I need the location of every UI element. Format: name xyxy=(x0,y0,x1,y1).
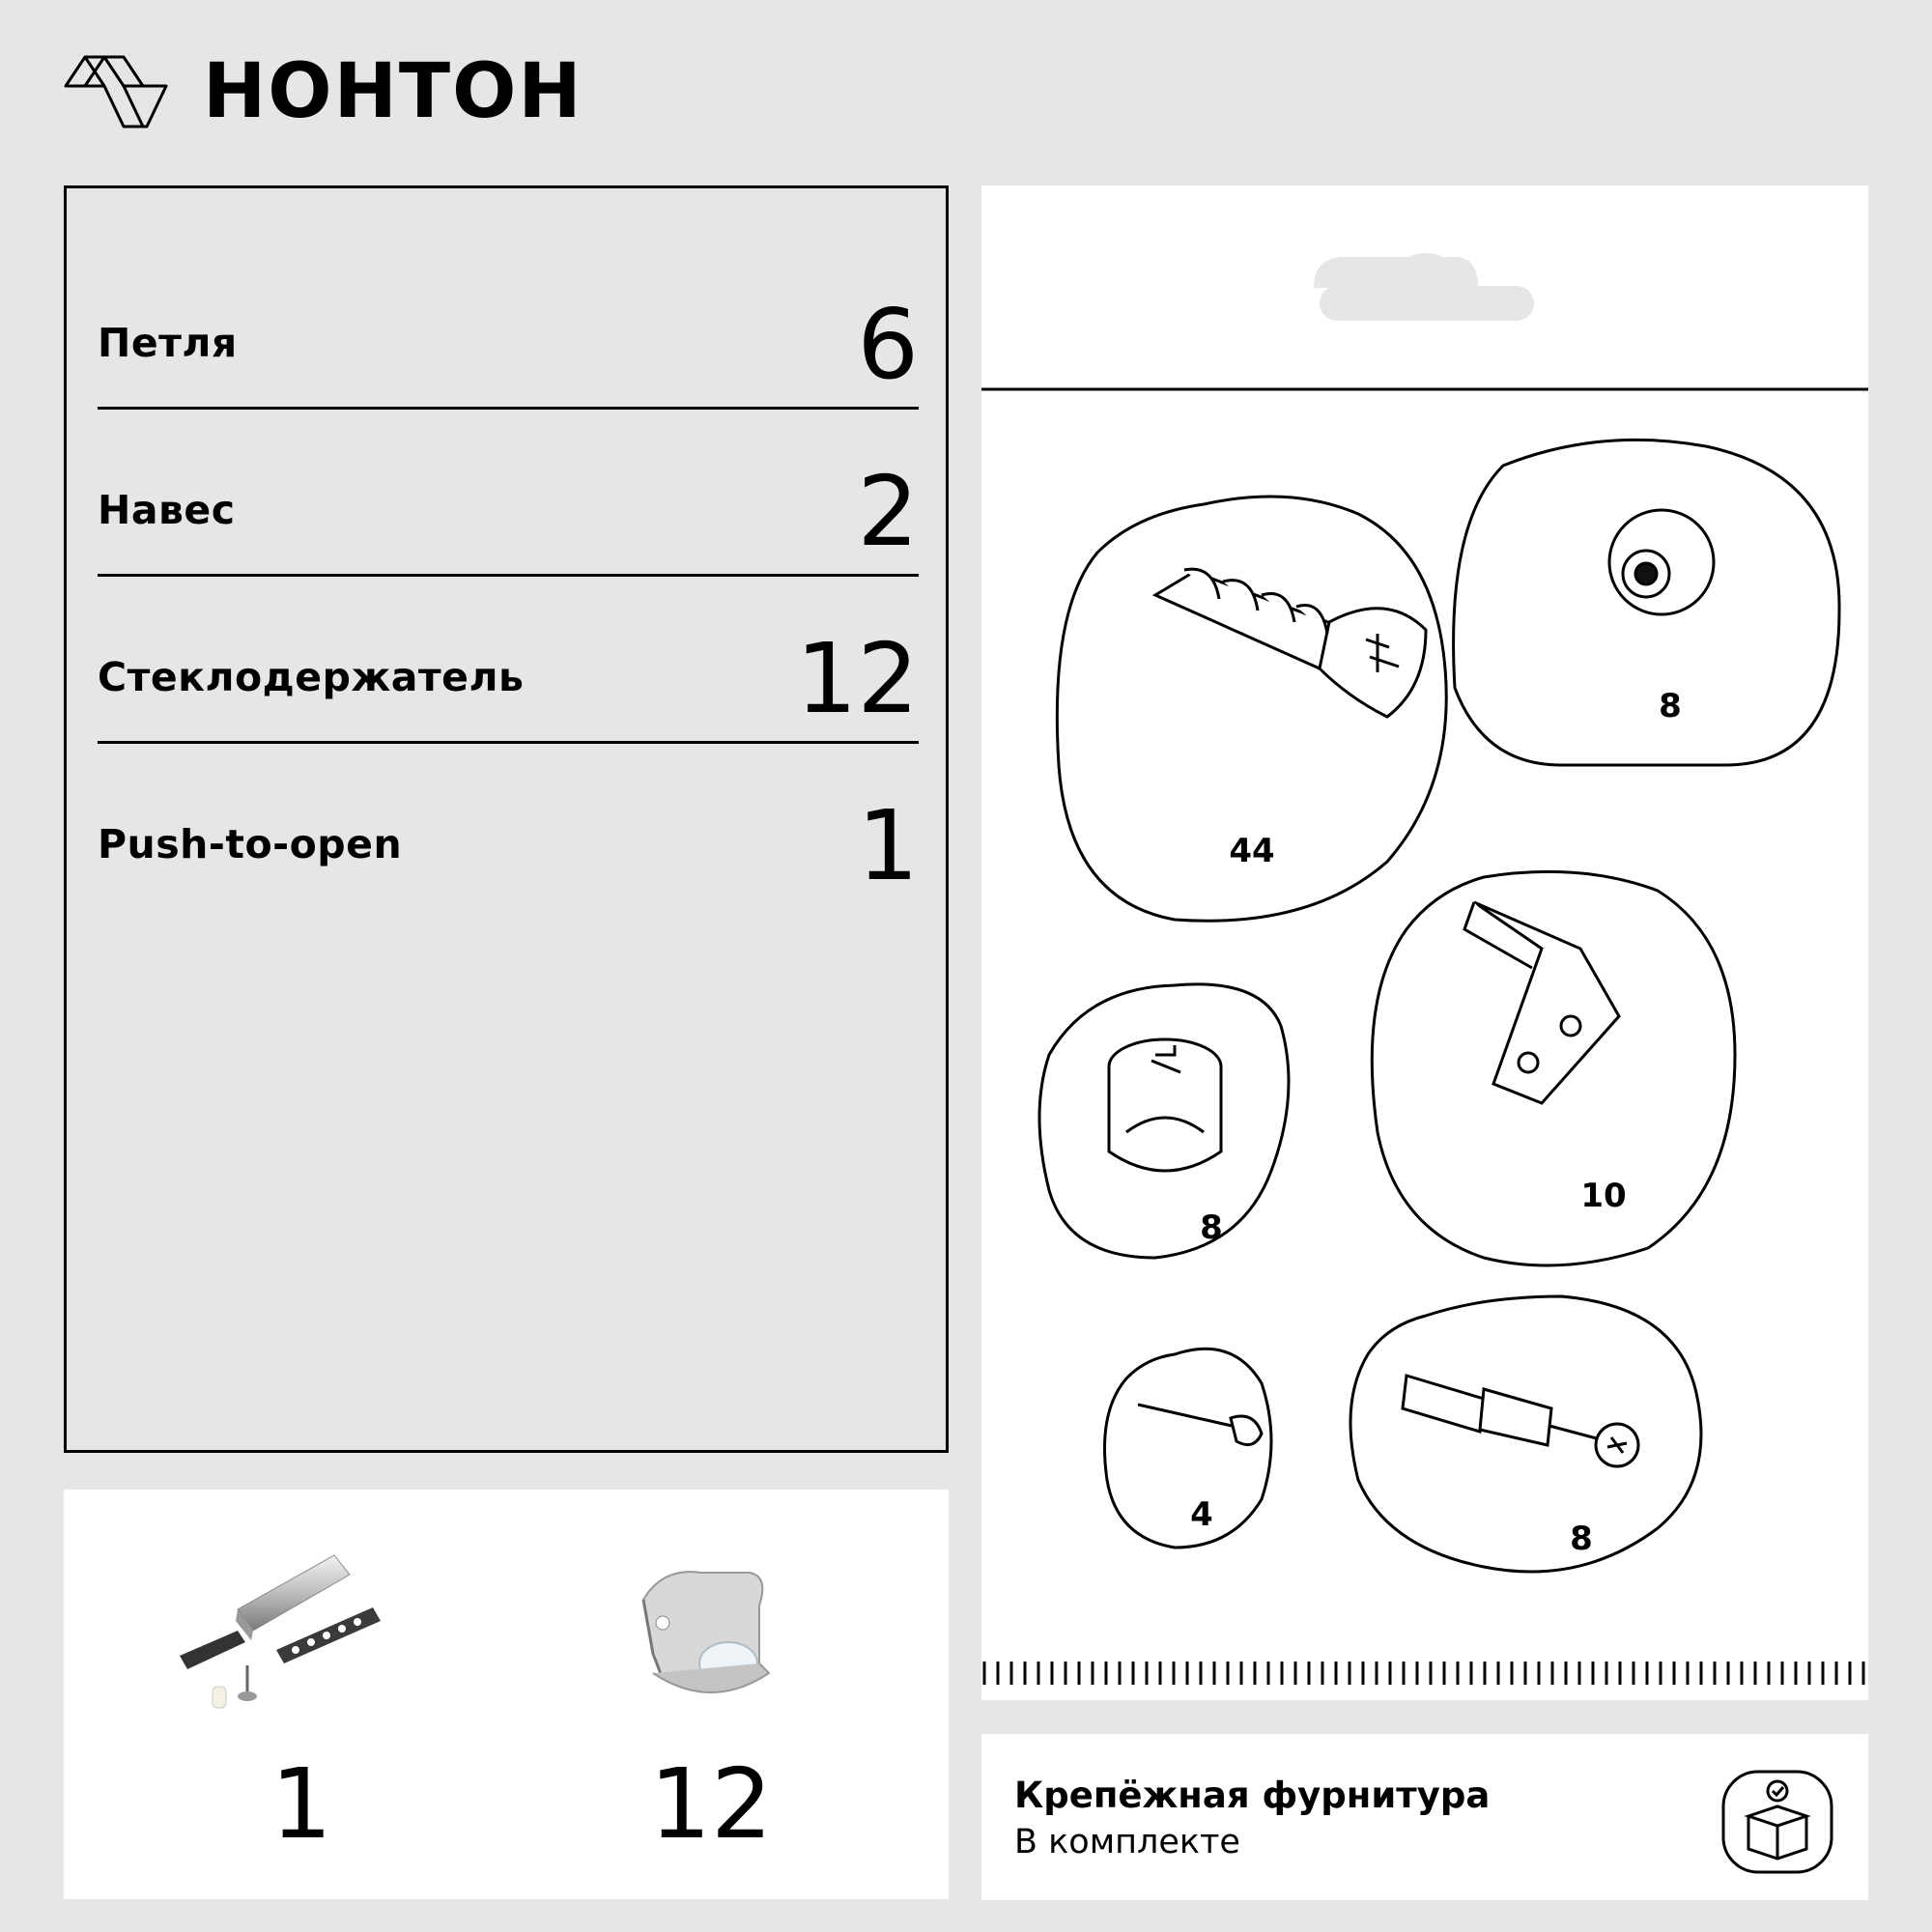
hang-hole xyxy=(1320,286,1534,321)
spec-label: Петля xyxy=(98,320,238,366)
item-quantity: 8 xyxy=(1659,687,1682,725)
parts-panel xyxy=(64,1490,949,1899)
package-item xyxy=(1105,1349,1272,1548)
footer-card xyxy=(981,1734,1868,1900)
spec-row xyxy=(98,419,919,577)
item-quantity: 10 xyxy=(1580,1177,1627,1215)
push-to-open-mechanism-icon xyxy=(170,1542,392,1725)
spec-row xyxy=(98,753,919,908)
spec-row xyxy=(98,252,919,410)
package-outline xyxy=(981,185,1868,1700)
spec-value: 6 xyxy=(857,288,919,401)
footer-subtitle: В комплекте xyxy=(1014,1823,1240,1861)
footer-title: Крепёжная фурнитура xyxy=(1014,1775,1491,1816)
item-quantity: 8 xyxy=(1570,1520,1593,1558)
spec-label: Навес xyxy=(98,487,236,533)
hardware-package xyxy=(981,185,1868,1700)
brand-logo xyxy=(64,48,583,135)
package-item xyxy=(1057,497,1446,921)
glass-holder-icon xyxy=(624,1567,788,1712)
spec-value: 2 xyxy=(857,455,919,568)
box-check-icon xyxy=(1719,1768,1835,1876)
brand-logo-icon xyxy=(64,53,168,130)
part-quantity: 12 xyxy=(649,1747,773,1861)
package-item xyxy=(1350,1296,1701,1572)
item-quantity: 44 xyxy=(1229,832,1275,870)
cam-lock-icon xyxy=(1109,1039,1221,1171)
spec-value: 1 xyxy=(857,789,919,902)
item-quantity: 8 xyxy=(1200,1208,1223,1247)
serrated-edge xyxy=(981,1662,1868,1685)
package-item xyxy=(1454,440,1839,765)
spec-row xyxy=(98,586,919,744)
spec-label: Push-to-open xyxy=(98,821,403,867)
part-quantity: 1 xyxy=(270,1747,332,1861)
brand-name: НОНТОН xyxy=(203,48,583,135)
spec-label: Стеклодержатель xyxy=(98,654,525,700)
package-item xyxy=(1372,871,1735,1265)
spec-panel xyxy=(64,185,949,1453)
item-quantity: 4 xyxy=(1190,1495,1213,1534)
package-item xyxy=(1039,984,1289,1258)
spec-value: 12 xyxy=(795,622,919,735)
